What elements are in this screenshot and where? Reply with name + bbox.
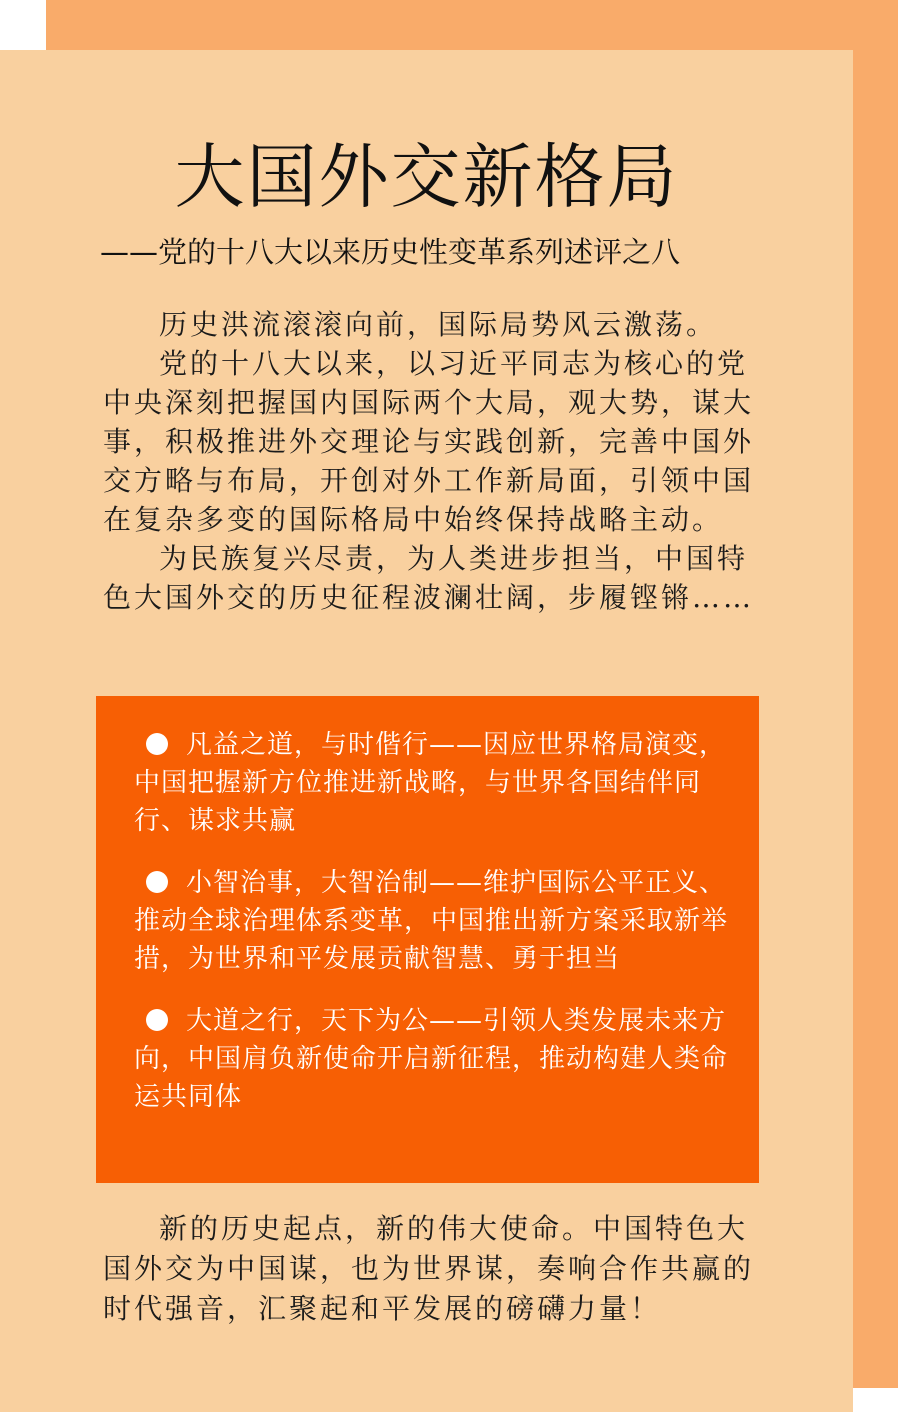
intro-section: [103, 305, 768, 617]
highlight-item: [134, 726, 729, 840]
highlight-item: [134, 1002, 729, 1116]
bullet-icon: [146, 733, 168, 755]
intro-paragraph: 历史洪流滚滚向前，国际局势风云激荡。: [159, 308, 718, 341]
intro-paragraph: 为民族复兴尽责，为人类进步担当，中国特色大国外交的历史征程波澜壮阔，步履铿锵……: [103, 542, 755, 614]
highlight-item: [134, 864, 729, 978]
highlight-text: 凡益之道，与时偕行——因应世界格局演变，中国把握新方位推进新战略，与世界各国结伴同行、谋求共赢: [134, 730, 727, 836]
page-title: 大国外交新格局: [174, 136, 679, 218]
closing-section: [103, 1209, 768, 1329]
highlight-text: 大道之行，天下为公——引领人类发展未来方向，中国肩负新使命开启新征程，推动构建人类命运共同体: [134, 1006, 729, 1112]
bullet-icon: [146, 1009, 168, 1031]
highlight-box: [96, 696, 759, 1183]
intro-paragraph: 党的十八大以来，以习近平同志为核心的党中央深刻把握国内国际两个大局，观大势，谋大事，积极推进外交理论与实践创新，完善中国外交方略与布局，开创对外工作新局面，引领中国在复杂多变的国际格局中始终保持战略主动。: [103, 347, 755, 536]
highlight-text: 小智治事，大智治制——维护国际公平正义、推动全球治理体系变革，中国推出新方案采取新举措，为世界和平发展贡献智慧、勇于担当: [134, 868, 729, 974]
page-subtitle: ——党的十八大以来历史性变革系列述评之八: [100, 235, 681, 269]
bullet-icon: [146, 871, 168, 893]
closing-paragraph: 新的历史起点，新的伟大使命。中国特色大国外交为中国谋，也为世界谋，奏响合作共赢的时代强音，汇聚起和平发展的磅礴力量！: [103, 1212, 755, 1325]
